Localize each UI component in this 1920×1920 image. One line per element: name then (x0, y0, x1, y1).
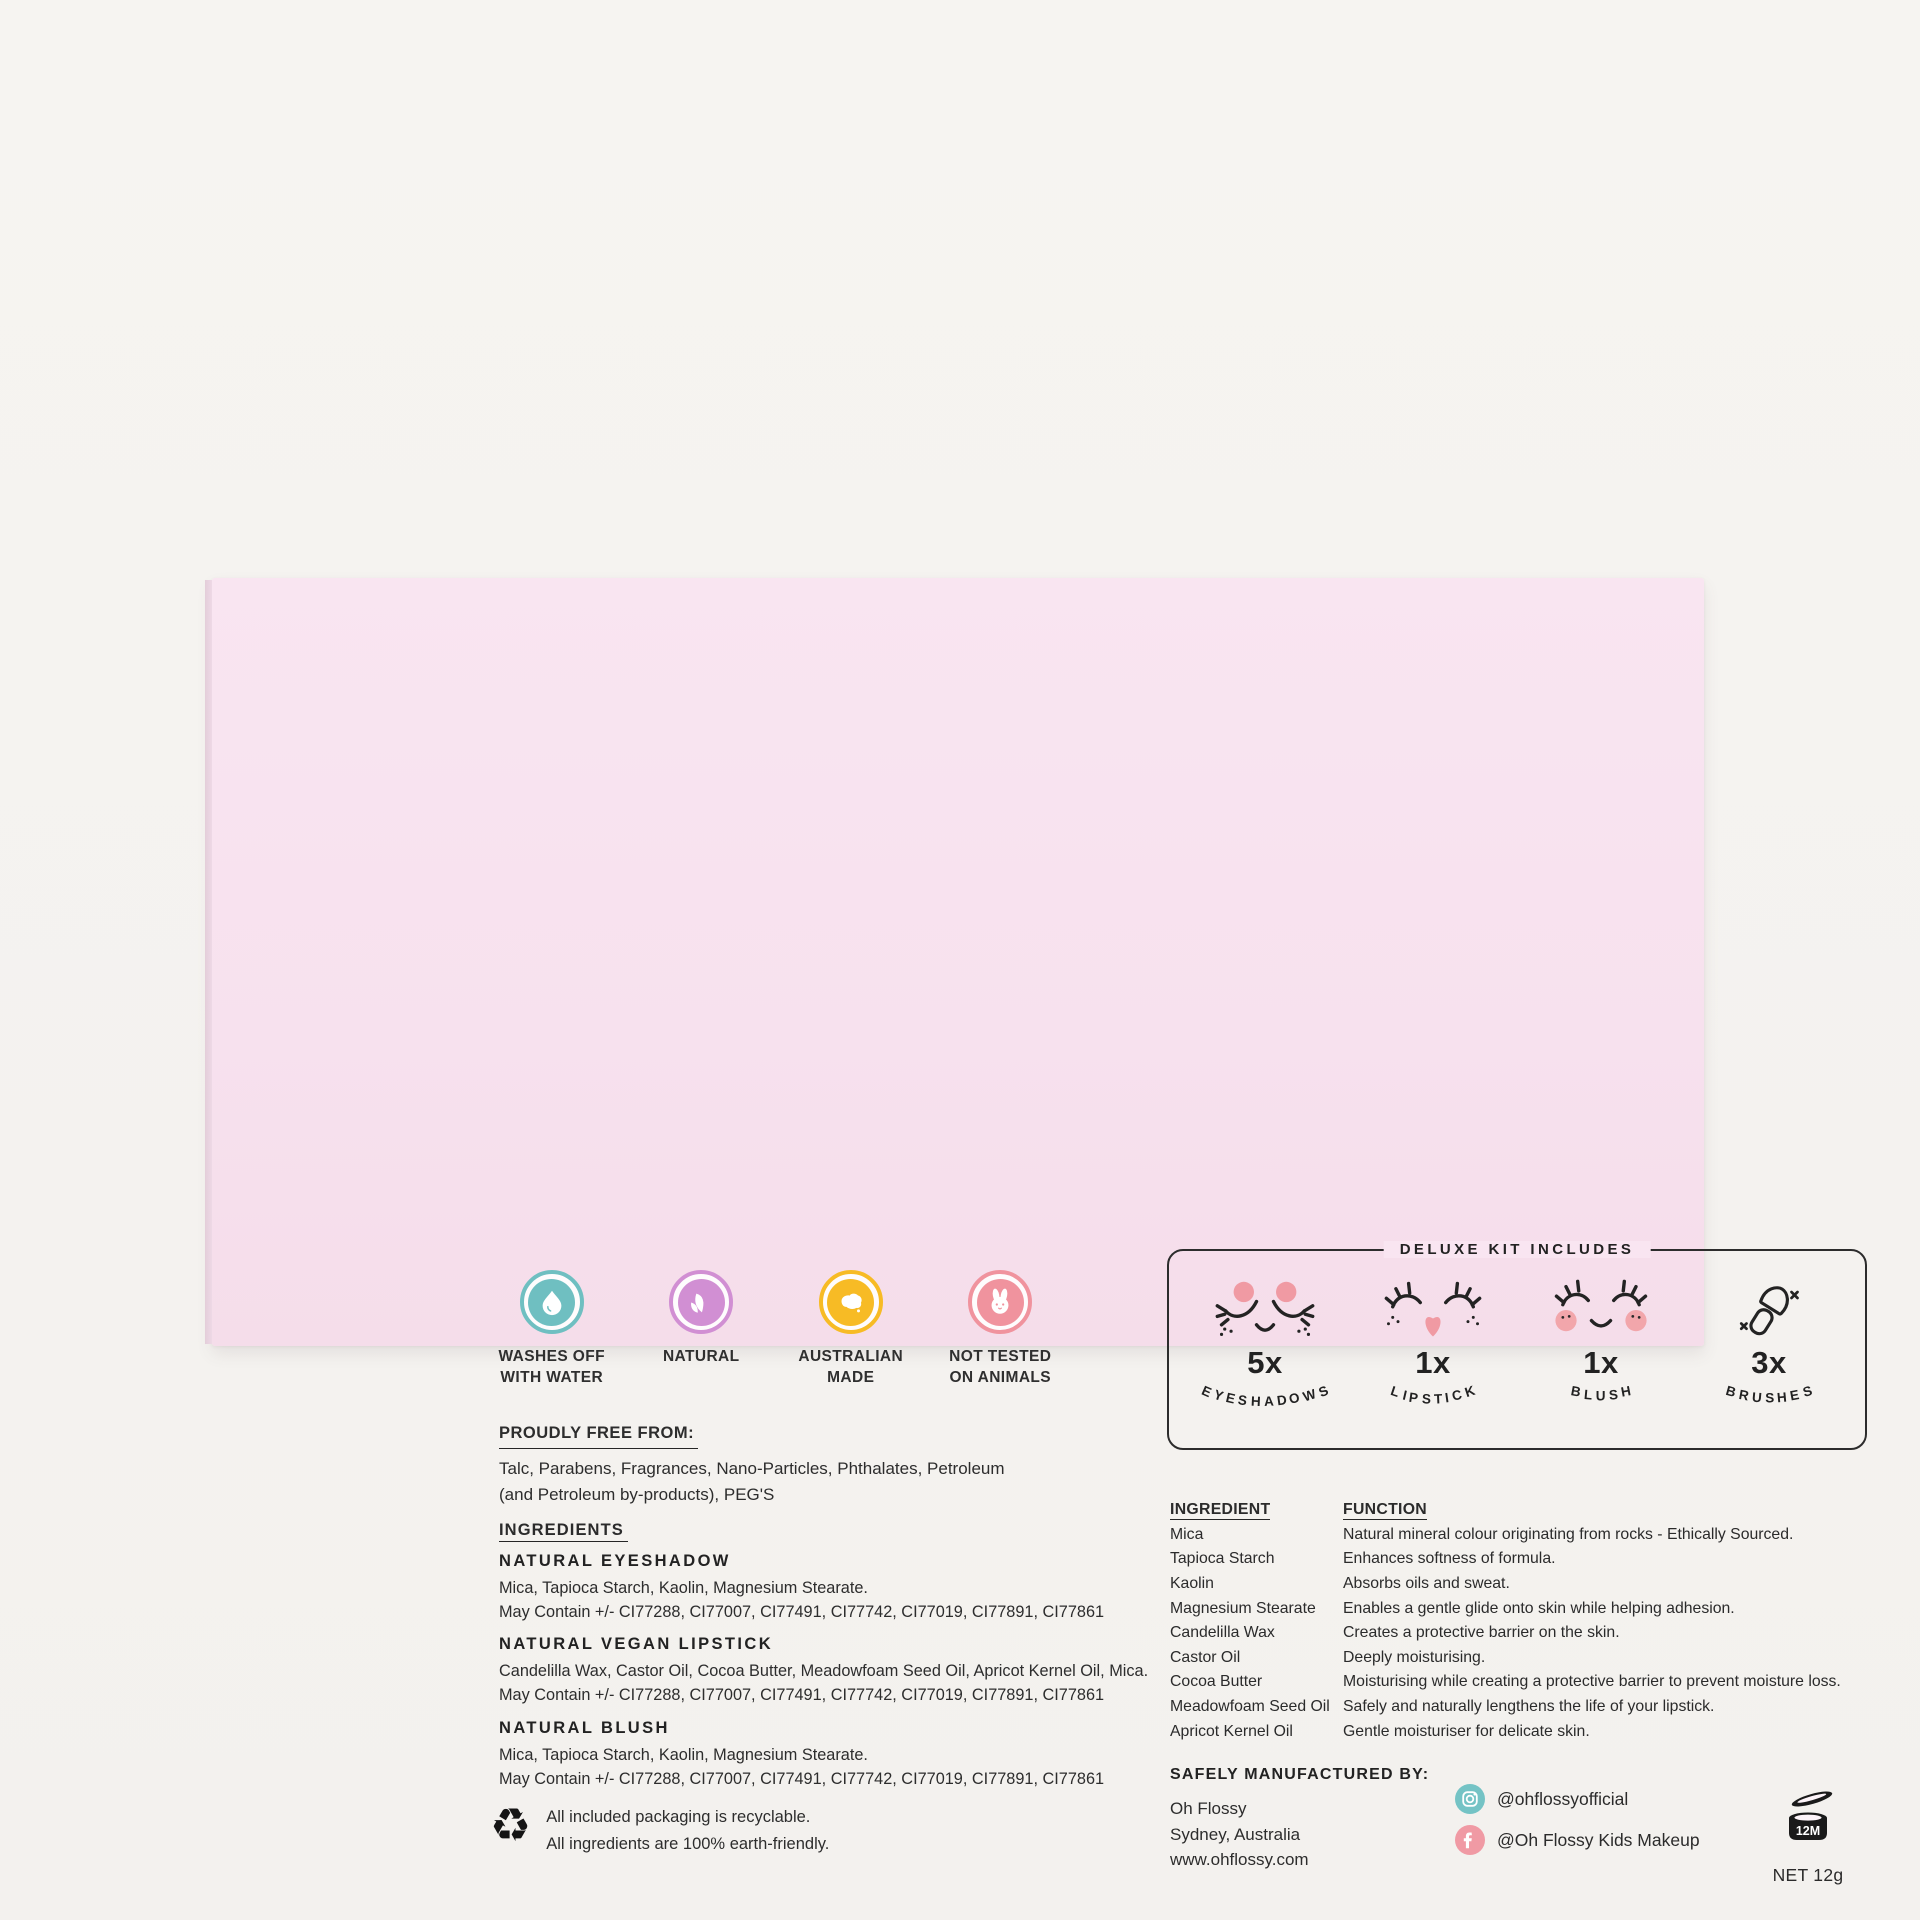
ingredient-function-table (1170, 1498, 1880, 1744)
ingredients-eyeshadow (499, 1549, 1199, 1625)
lipstick-face-icon (1380, 1277, 1486, 1343)
table-cell: Candelilla Wax (1170, 1624, 1275, 1642)
table-cell: Mica (1170, 1525, 1204, 1543)
facebook-row (1455, 1824, 1700, 1856)
badge-label: AUSTRALIAN MADE (798, 1348, 904, 1386)
kit-count: 1x (1415, 1345, 1451, 1380)
ingredients-lipstick (499, 1632, 1199, 1708)
net-weight-section (1760, 1790, 1856, 1886)
section-line: May Contain +/- CI77288, CI77007, CI77491, CI77742, CI77019, CI77891, CI77861 (499, 1770, 1105, 1789)
kit-count: 3x (1751, 1345, 1787, 1380)
facebook-icon (1455, 1825, 1485, 1855)
table-header-ingredient: INGREDIENT (1170, 1501, 1271, 1519)
badge-washes-off (477, 1270, 627, 1389)
free-from-line: Talc, Parabens, Fragrances, Nano-Particles, Phthalates, Petroleum (499, 1458, 1005, 1478)
kit-count: 1x (1583, 1345, 1619, 1380)
table-cell: Absorbs oils and sweat. (1343, 1575, 1510, 1593)
net-weight-label: NET 12g (1772, 1865, 1844, 1885)
section-line: May Contain +/- CI77288, CI77007, CI77491, CI77742, CI77019, CI77891, CI77861 (499, 1686, 1105, 1705)
certification-badges (477, 1270, 1075, 1389)
kit-item-brushes (1685, 1277, 1853, 1448)
brush-icon (1719, 1277, 1819, 1343)
manufacturer-title: SAFELY MANUFACTURED BY: (1170, 1766, 1430, 1783)
table-cell: Cocoa Butter (1170, 1673, 1263, 1691)
section-title: NATURAL VEGAN LIPSTICK (499, 1635, 774, 1653)
badge-not-tested (926, 1270, 1076, 1389)
instagram-icon (1455, 1784, 1485, 1814)
section-line: Mica, Tapioca Starch, Kaolin, Magnesium Stearate. (499, 1579, 868, 1598)
instagram-row (1455, 1783, 1700, 1815)
free-from-section (499, 1421, 1179, 1509)
packaging-back-panel (212, 578, 1844, 1885)
deluxe-kit-title: DELUXE KIT INCLUDES (1384, 1241, 1651, 1258)
deluxe-kit-box (1167, 1241, 1867, 1450)
period-after-opening-icon (1766, 1790, 1850, 1856)
table-cell: Gentle moisturiser for delicate skin. (1343, 1722, 1590, 1740)
badge-ring (669, 1270, 733, 1334)
manufacturer-line: Sydney, Australia (1170, 1824, 1301, 1844)
leaves-icon (678, 1279, 725, 1326)
badge-ring (520, 1270, 584, 1334)
table-cell: Natural mineral colour originating from rocks - Ethically Sourced. (1343, 1525, 1794, 1543)
table-cell: Moisturising while creating a protective barrier to prevent moisture loss. (1343, 1673, 1841, 1691)
ingredients-heading: INGREDIENTS (499, 1521, 628, 1542)
bunny-icon (977, 1279, 1024, 1326)
table-cell: Tapioca Starch (1170, 1550, 1275, 1568)
table-cell: Safely and naturally lengthens the life of your lipstick. (1343, 1698, 1715, 1716)
badge-ring (968, 1270, 1032, 1334)
section-line: Mica, Tapioca Starch, Kaolin, Magnesium Stearate. (499, 1746, 868, 1765)
eyeshadow-face-icon (1212, 1277, 1318, 1343)
social-section (1455, 1783, 1700, 1865)
kit-item-blush (1517, 1277, 1685, 1448)
facebook-handle: @Oh Flossy Kids Makeup (1497, 1829, 1700, 1850)
table-cell: Creates a protective barrier on the skin. (1343, 1624, 1620, 1642)
table-cell: Apricot Kernel Oil (1170, 1722, 1293, 1740)
kit-label: LIP S T ICK (1388, 1382, 1478, 1407)
kit-count: 5x (1247, 1345, 1283, 1380)
table-cell: Enables a gentle glide onto skin while helping adhesion. (1343, 1599, 1735, 1617)
eco-section (490, 1798, 830, 1857)
table-cell: Castor Oil (1170, 1648, 1241, 1666)
water-drop-icon (528, 1279, 575, 1326)
section-title: NATURAL BLUSH (499, 1719, 670, 1737)
kit-item-eyeshadows (1181, 1277, 1349, 1448)
section-title: NATURAL EYESHADOW (499, 1552, 731, 1570)
badge-natural (627, 1270, 777, 1389)
badge-ring (819, 1270, 883, 1334)
kit-label: BL U SH (1570, 1383, 1632, 1404)
kit-label: BRU S HES (1724, 1382, 1814, 1406)
table-cell: Deeply moisturising. (1343, 1648, 1486, 1666)
australia-map-icon (827, 1279, 874, 1326)
kit-label: EYES H A DOWS (1199, 1382, 1331, 1410)
manufacturer-section (1170, 1763, 1429, 1873)
table-cell: Enhances softness of formula. (1343, 1550, 1556, 1568)
table-header-function: FUNCTION (1343, 1501, 1428, 1519)
manufacturer-line: Oh Flossy (1170, 1799, 1247, 1818)
eco-line: All included packaging is recyclable. (546, 1808, 811, 1826)
free-from-title: PROUDLY FREE FROM: (499, 1421, 698, 1449)
badge-label: WASHES OFF WITH WATER (498, 1348, 605, 1386)
free-from-line: (and Petroleum by-products), PEG'S (499, 1485, 775, 1505)
badge-label: NATURAL (662, 1348, 740, 1365)
section-line: May Contain +/- CI77288, CI77007, CI77491, CI77742, CI77019, CI77891, CI77861 (499, 1603, 1105, 1622)
ingredients-blush (499, 1716, 1199, 1792)
table-cell: Meadowfoam Seed Oil (1170, 1698, 1330, 1716)
manufacturer-line: www.ohflossy.com (1170, 1850, 1309, 1869)
badge-australian-made (776, 1270, 926, 1389)
recycle-icon: ♻ (490, 1798, 532, 1852)
section-line: Candelilla Wax, Castor Oil, Cocoa Butter, Meadowfoam Seed Oil, Apricot Kernel Oil, Mica. (499, 1662, 1149, 1681)
badge-label: NOT TESTED ON ANIMALS (949, 1348, 1052, 1386)
table-cell: Magnesium Stearate (1170, 1599, 1316, 1617)
blush-face-icon (1548, 1277, 1654, 1343)
period-label: 12M (1795, 1824, 1821, 1838)
table-cell: Kaolin (1170, 1575, 1214, 1593)
instagram-handle: @ohflossyofficial (1497, 1788, 1629, 1809)
kit-item-lipstick (1349, 1277, 1517, 1448)
eco-line: All ingredients are 100% earth-friendly. (546, 1834, 830, 1853)
